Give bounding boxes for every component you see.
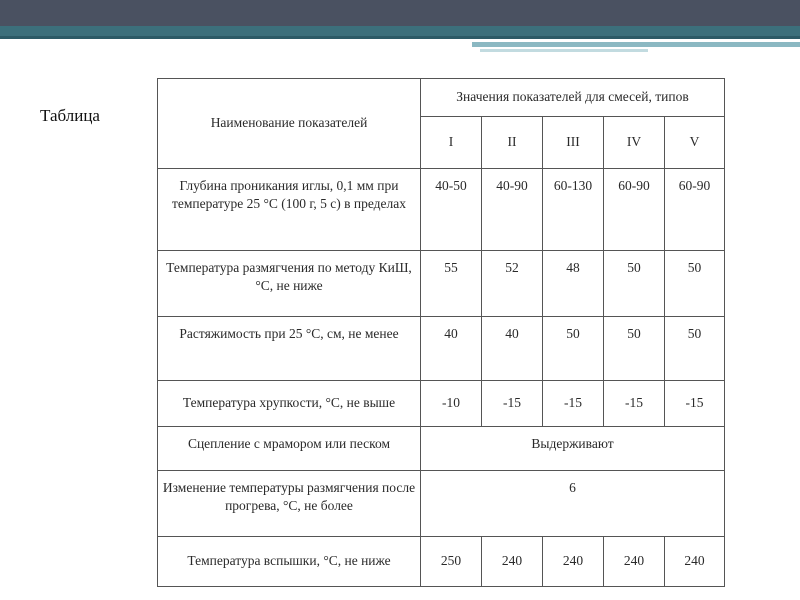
header-name-col: Наименование показателей: [158, 79, 421, 169]
slide-accent-line-secondary: [480, 49, 648, 52]
table-row: [158, 381, 725, 427]
row-value: -15: [543, 381, 604, 427]
row-value: 52: [482, 251, 543, 317]
table-caption: Таблица: [40, 106, 100, 125]
row-value: -10: [421, 381, 482, 427]
header-type: I: [421, 117, 482, 169]
row-name: Сцепление с мрамором или песком: [158, 427, 421, 471]
header-type: II: [482, 117, 543, 169]
row-value-merged: 6: [421, 471, 725, 537]
table-row: [158, 169, 725, 251]
row-name: Растяжимость при 25 °С, см, не менее: [158, 317, 421, 381]
properties-table: [157, 78, 725, 587]
row-value: 60-90: [604, 169, 665, 251]
slide-title-strip: [0, 36, 800, 39]
header-type: IV: [604, 117, 665, 169]
header-group: Значения показателей для смесей, типов: [421, 79, 725, 117]
row-name: Температура вспышки, °С, не ниже: [158, 537, 421, 587]
row-value: 48: [543, 251, 604, 317]
row-value: 40-50: [421, 169, 482, 251]
table-row: [158, 317, 725, 381]
row-value: 60-130: [543, 169, 604, 251]
row-value: 250: [421, 537, 482, 587]
row-value: 50: [543, 317, 604, 381]
table-row: [158, 537, 725, 587]
row-value: -15: [604, 381, 665, 427]
table-row: [158, 427, 725, 471]
header-type: III: [543, 117, 604, 169]
row-value: 55: [421, 251, 482, 317]
row-value: 50: [665, 251, 725, 317]
row-value: -15: [482, 381, 543, 427]
table-row: [158, 471, 725, 537]
row-name: Изменение температуры размягчения после прогрева, °С, не более: [158, 471, 421, 537]
header-type: V: [665, 117, 725, 169]
row-value: 240: [665, 537, 725, 587]
table-row: [158, 251, 725, 317]
row-value-merged: Выдерживают: [421, 427, 725, 471]
row-value: 50: [604, 317, 665, 381]
row-value: 240: [543, 537, 604, 587]
row-value: 60-90: [665, 169, 725, 251]
slide-top-bar: [0, 0, 800, 26]
row-value: 40: [421, 317, 482, 381]
row-name: Температура размягчения по методу КиШ, °С, не ниже: [158, 251, 421, 317]
row-value: 50: [665, 317, 725, 381]
row-value: 40: [482, 317, 543, 381]
row-value: 50: [604, 251, 665, 317]
row-value: 40-90: [482, 169, 543, 251]
row-value: -15: [665, 381, 725, 427]
row-value: 240: [604, 537, 665, 587]
row-value: 240: [482, 537, 543, 587]
slide-accent-line: [472, 42, 800, 47]
row-name: Температура хрупкости, °С, не выше: [158, 381, 421, 427]
row-name: Глубина проникания иглы, 0,1 мм при температуре 25 °С (100 г, 5 с) в пределах: [158, 169, 421, 251]
